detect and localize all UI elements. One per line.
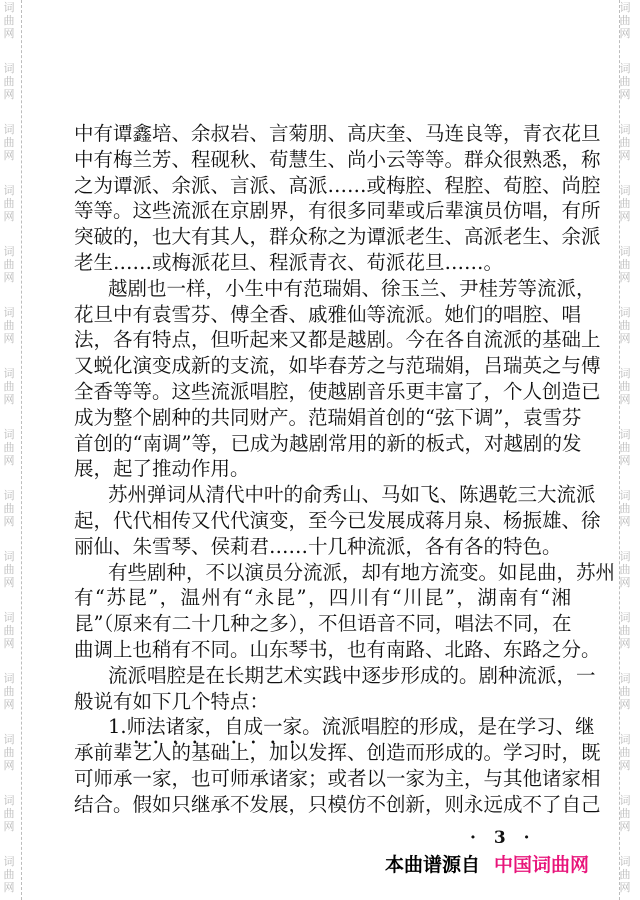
source-footer: [385, 850, 589, 877]
text-line: 有“苏昆”，温州有“永昆”，四川有“川昆”，湖南有“湘: [74, 586, 571, 610]
watermark-char: 曲: [3, 258, 15, 271]
text-line: 可师承一家，也可师承诸家；或者以一家为主，与其他诸家相: [74, 766, 601, 790]
text-line: 般说有如下几个特点：: [74, 689, 270, 713]
watermark-char: 词: [3, 62, 15, 75]
watermark-char: 词: [3, 184, 15, 197]
point-1-line: [74, 714, 595, 740]
watermark-char: 曲: [619, 197, 631, 210]
watermark-char: 词: [3, 672, 15, 685]
watermark-char: 曲: [619, 75, 631, 88]
watermark-char: 网: [3, 271, 15, 284]
text-line: 法，各有特点，但听起来又都是越剧。今在各自流派的基础上: [74, 328, 601, 352]
source-label: 本曲谱源自: [385, 854, 481, 876]
watermark-char: 词: [619, 611, 631, 624]
watermark-char: 网: [3, 515, 15, 528]
left-watermark-strip: [2, 0, 18, 900]
watermark-char: 曲: [3, 319, 15, 332]
text-line: 丽仙、朱雪琴、侯莉君……十几种流派，各有各的特色。: [74, 534, 562, 558]
watermark-char: 网: [3, 698, 15, 711]
watermark-char: 曲: [3, 624, 15, 637]
watermark-char: 网: [3, 881, 15, 894]
watermark-char: 网: [3, 820, 15, 833]
watermark-char: 网: [619, 759, 631, 772]
watermark-char: 曲: [619, 807, 631, 820]
watermark-char: 网: [619, 454, 631, 467]
right-watermark-strip: [618, 0, 634, 900]
site-name-link[interactable]: 中国词曲网: [494, 854, 590, 876]
watermark-char: 词: [619, 123, 631, 136]
watermark-char: 词: [619, 428, 631, 441]
text-line: 首创的“南调”等，已成为越剧常用的新的板式，对越剧的发: [74, 431, 582, 455]
point-heading: 师法诸家，自成一家。: [126, 715, 322, 739]
watermark-char: 词: [3, 733, 15, 746]
watermark-char: 曲: [3, 380, 15, 393]
watermark-char: 词: [3, 550, 15, 563]
watermark-char: 曲: [619, 746, 631, 759]
text-line: 昆”（原来有二十几种之多），不但语音不同，唱法不同，在: [74, 612, 572, 636]
watermark-char: 曲: [619, 441, 631, 454]
watermark-char: 网: [3, 454, 15, 467]
point-number: 1.: [108, 715, 127, 739]
watermark-char: 网: [619, 576, 631, 589]
watermark-char: 词: [619, 1, 631, 14]
watermark-char: 网: [619, 271, 631, 284]
text-line: 突破的，也大有其人，群众称之为谭派老生、高派老生、余派: [74, 225, 601, 249]
watermark-char: 网: [619, 332, 631, 345]
watermark-char: 词: [3, 489, 15, 502]
watermark-char: 网: [3, 27, 15, 40]
text-line: 有些剧种，不以演员分流派，却有地方流变。如昆曲，苏州: [108, 560, 616, 584]
watermark-char: 词: [3, 367, 15, 380]
watermark-char: 网: [3, 88, 15, 101]
watermark-char: 曲: [3, 14, 15, 27]
watermark-char: 网: [3, 759, 15, 772]
text-line: 花旦中有袁雪芬、傅全香、戚雅仙等流派。她们的唱腔、唱: [74, 302, 582, 326]
watermark-char: 词: [3, 306, 15, 319]
watermark-char: 曲: [619, 380, 631, 393]
watermark-char: 曲: [3, 563, 15, 576]
page-number: · 3 ·: [470, 828, 536, 848]
watermark-char: 词: [619, 672, 631, 685]
watermark-char: 词: [619, 62, 631, 75]
watermark-char: 词: [619, 733, 631, 746]
watermark-char: 曲: [3, 868, 15, 881]
watermark-char: 网: [619, 149, 631, 162]
watermark-char: 曲: [3, 136, 15, 149]
text-line: 中有梅兰芳、程砚秋、荀慧生、尚小云等等。群众很熟悉，称: [74, 147, 601, 171]
watermark-char: 网: [619, 820, 631, 833]
text-line: 成为整个剧种的共同财产。范瑞娟首创的“弦下调”，袁雪芬: [74, 405, 582, 429]
watermark-char: 网: [619, 637, 631, 650]
watermark-char: 词: [619, 184, 631, 197]
watermark-char: 词: [619, 245, 631, 258]
watermark-char: 词: [3, 855, 15, 868]
watermark-char: 网: [619, 210, 631, 223]
watermark-char: 网: [3, 210, 15, 223]
text-line: 老生……或梅派花旦、程派青衣、荀派花旦……。: [74, 250, 504, 274]
watermark-char: 网: [619, 393, 631, 406]
watermark-char: 网: [3, 149, 15, 162]
watermark-char: 曲: [3, 746, 15, 759]
text-line: 曲调上也稍有不同。山东琴书，也有南路、北路、东路之分。: [74, 637, 601, 661]
point-text: 流派唱腔的形成，是在学习、继: [321, 715, 595, 739]
watermark-char: 曲: [3, 807, 15, 820]
text-line: 中有谭鑫培、余叔岩、言菊朋、高庆奎、马连良等，青衣花旦: [74, 122, 601, 145]
watermark-char: 曲: [3, 441, 15, 454]
watermark-char: 曲: [619, 563, 631, 576]
text-line: 越剧也一样，小生中有范瑞娟、徐玉兰、尹桂芳等流派，: [108, 276, 596, 300]
watermark-char: 词: [619, 855, 631, 868]
watermark-char: 曲: [3, 197, 15, 210]
watermark-char: 词: [3, 1, 15, 14]
watermark-char: 词: [3, 428, 15, 441]
text-line: 展，起了推动作用。: [74, 457, 250, 481]
watermark-char: 曲: [619, 624, 631, 637]
watermark-char: 曲: [619, 685, 631, 698]
watermark-char: 词: [3, 611, 15, 624]
text-line: 承前辈艺人的基础上，加以发挥、创造而形成的。学习时，既: [74, 741, 601, 765]
left-margin-dashed-line: [21, 0, 22, 900]
watermark-char: 词: [3, 123, 15, 136]
text-line: 又蜕化演变成新的支流，如毕春芳之与范瑞娟，吕瑞英之与傅: [74, 354, 601, 378]
watermark-char: 曲: [3, 75, 15, 88]
watermark-char: 网: [619, 88, 631, 101]
watermark-char: 网: [619, 881, 631, 894]
text-line: 苏州弹词从清代中叶的俞秀山、马如飞、陈遇乾三大流派: [108, 483, 596, 507]
watermark-char: 曲: [619, 136, 631, 149]
text-line: 流派唱腔是在长期艺术实践中逐步形成的。剧种流派，一: [108, 663, 596, 687]
watermark-char: 词: [619, 550, 631, 563]
watermark-char: 曲: [3, 685, 15, 698]
text-line: 起，代代相传又代代演变，至今已发展成蒋月泉、杨振雄、徐: [74, 508, 601, 532]
watermark-char: 网: [619, 515, 631, 528]
watermark-char: 网: [3, 637, 15, 650]
watermark-char: 曲: [619, 502, 631, 515]
text-line: 等等。这些流派在京剧界，有很多同辈或后辈演员仿唱，有所: [74, 199, 601, 223]
watermark-char: 网: [3, 576, 15, 589]
watermark-char: 网: [619, 698, 631, 711]
watermark-char: 词: [3, 245, 15, 258]
watermark-char: 网: [3, 332, 15, 345]
watermark-char: 词: [619, 794, 631, 807]
watermark-char: 词: [619, 306, 631, 319]
watermark-char: 曲: [619, 319, 631, 332]
watermark-char: 曲: [619, 14, 631, 27]
text-line: 全香等等。这些流派唱腔，使越剧音乐更丰富了，个人创造已: [74, 379, 601, 403]
text-line: 结合。假如只继承不发展，只模仿不创新，则永远成不了自己: [74, 792, 601, 816]
text-line: 之为谭派、余派、言派、高派……或梅腔、程腔、荀腔、尚腔: [74, 173, 601, 197]
watermark-char: 曲: [619, 868, 631, 881]
watermark-char: 词: [619, 489, 631, 502]
watermark-char: 词: [3, 794, 15, 807]
watermark-char: 曲: [3, 502, 15, 515]
body-text: [74, 121, 616, 818]
watermark-char: 曲: [619, 258, 631, 271]
watermark-char: 网: [3, 393, 15, 406]
watermark-char: 网: [619, 27, 631, 40]
watermark-char: 词: [619, 367, 631, 380]
